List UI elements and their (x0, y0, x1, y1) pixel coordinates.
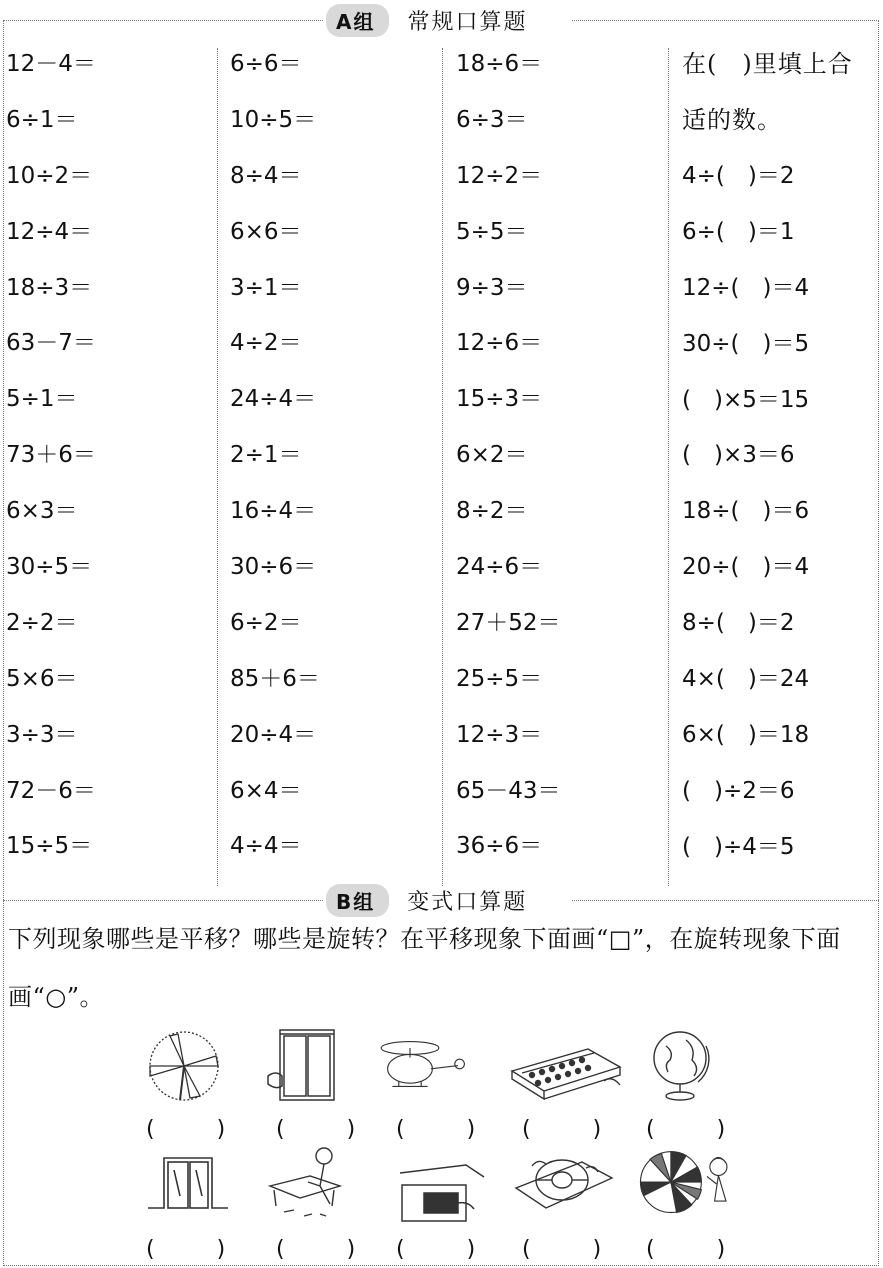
column-divider (442, 48, 443, 886)
answer-paren[interactable]: ( ) (522, 1117, 622, 1142)
column-2 (230, 36, 440, 888)
problem: 16÷4＝ (230, 498, 317, 525)
globe-icon (640, 1026, 728, 1102)
problem: 18÷3＝ (6, 274, 93, 301)
problem: 85＋6＝ (230, 665, 320, 692)
fill-prompt-line-2: 适的数。 (682, 106, 782, 134)
fill-blank-problem[interactable]: 4×( )＝24 (682, 666, 810, 693)
problem: 24÷4＝ (230, 386, 317, 413)
answer-paren[interactable]: ( ) (646, 1117, 746, 1142)
windmill-icon (140, 1026, 228, 1102)
problem: 6×3＝ (6, 498, 78, 525)
problem: 15÷5＝ (6, 833, 93, 860)
column-divider (668, 48, 669, 886)
problem: 12÷2＝ (456, 162, 543, 189)
problem: 12÷3＝ (456, 721, 543, 748)
problem: 18÷6＝ (456, 51, 543, 77)
problem: 72－6＝ (6, 777, 96, 804)
problem: 9÷3＝ (456, 274, 528, 301)
answer-paren[interactable]: ( ) (396, 1237, 496, 1262)
answer-paren[interactable]: ( ) (646, 1237, 746, 1262)
column-divider (217, 48, 218, 886)
problem: 65－43＝ (456, 777, 561, 804)
problem: 63－7＝ (6, 330, 96, 357)
problem: 4÷2＝ (230, 330, 302, 357)
group-a-title (326, 4, 528, 36)
group-b-question: 下列现象哪些是平移？哪些是旋转？在平移现象下面画“□”，在旋转现象下面画“○”。 (8, 925, 841, 1011)
problem: 2÷1＝ (230, 442, 302, 469)
fill-blank-problem[interactable]: ( )×5＝15 (682, 386, 810, 413)
fill-blank-problem[interactable]: ( )×3＝6 (682, 442, 795, 469)
answer-paren[interactable]: ( ) (276, 1237, 376, 1262)
fill-blank-problem[interactable]: 20÷( )＝4 (682, 554, 810, 581)
column-1 (6, 36, 216, 888)
problem: 6×6＝ (230, 218, 302, 245)
steering-wheel-icon (512, 1148, 616, 1224)
column-3 (456, 36, 666, 888)
group-b-rule-left (3, 900, 323, 901)
abacus-icon (508, 1036, 624, 1112)
fill-blank-problem[interactable]: 8÷( )＝2 (682, 610, 795, 637)
answer-paren[interactable]: ( ) (276, 1117, 376, 1142)
planing-icon (264, 1146, 352, 1222)
problem: 5×6＝ (6, 665, 78, 692)
problem: 4÷4＝ (230, 833, 302, 860)
problem: 6÷6＝ (230, 51, 302, 77)
problem: 12÷4＝ (6, 218, 93, 245)
problem: 3÷1＝ (230, 274, 302, 301)
spinner-icon (636, 1146, 740, 1222)
problem: 73＋6＝ (6, 442, 96, 469)
problem: 10÷5＝ (230, 106, 317, 133)
problem: 20÷4＝ (230, 721, 317, 748)
problem: 36÷6＝ (456, 833, 543, 860)
group-a-badge: A组 (326, 4, 389, 37)
answer-paren[interactable]: ( ) (146, 1117, 246, 1142)
fill-blank-problem[interactable]: 12÷( )＝4 (682, 274, 810, 301)
problem: 30÷5＝ (6, 554, 93, 581)
answer-paren[interactable]: ( ) (522, 1237, 622, 1262)
column-4-fill-blanks (682, 36, 882, 888)
problem: 5÷5＝ (456, 218, 528, 245)
problem: 25÷5＝ (456, 665, 543, 692)
fill-blank-problem[interactable]: 18÷( )＝6 (682, 498, 810, 525)
door-icon (144, 1150, 232, 1226)
group-b-rule-right (572, 900, 879, 901)
problem: 6÷1＝ (6, 106, 78, 133)
problem: 2÷2＝ (6, 609, 78, 636)
problem: 30÷6＝ (230, 554, 317, 581)
group-a-title-text: 常规口算题 (407, 9, 528, 35)
fill-blank-problem[interactable]: ( )÷2＝6 (682, 777, 795, 804)
problem: 8÷2＝ (456, 498, 528, 525)
fill-blank-problem[interactable]: ( )÷4＝5 (682, 833, 795, 860)
helicopter-icon (378, 1026, 466, 1102)
drawer-icon (396, 1156, 486, 1232)
fill-blank-problem[interactable]: 6×( )＝18 (682, 721, 810, 748)
problem: 3÷3＝ (6, 721, 78, 748)
problem: 6÷2＝ (230, 609, 302, 636)
problem: 8÷4＝ (230, 162, 302, 189)
problem: 24÷6＝ (456, 554, 543, 581)
fill-blank-problem[interactable]: 30÷( )＝5 (682, 330, 810, 357)
problem: 12÷6＝ (456, 330, 543, 357)
window-icon (262, 1026, 350, 1102)
problem: 27＋52＝ (456, 609, 561, 636)
group-b-title-text: 变式口算题 (407, 889, 528, 915)
problem: 6÷3＝ (456, 106, 528, 133)
problem: 10÷2＝ (6, 162, 93, 189)
problem: 6×2＝ (456, 442, 528, 469)
problem: 5÷1＝ (6, 386, 78, 413)
problem: 15÷3＝ (456, 386, 543, 413)
top-rule-right (572, 20, 879, 21)
fill-blank-problem[interactable]: 4÷( )＝2 (682, 163, 795, 189)
answer-paren[interactable]: ( ) (396, 1117, 496, 1142)
problem: 6×4＝ (230, 777, 302, 804)
top-rule-left (3, 20, 323, 21)
fill-prompt-line-1: 在( )里填上合 (682, 50, 853, 78)
problem: 12－4＝ (6, 51, 96, 77)
answer-paren[interactable]: ( ) (146, 1237, 246, 1262)
fill-blank-problem[interactable]: 6÷( )＝1 (682, 218, 795, 245)
group-b-badge: B组 (326, 884, 389, 917)
